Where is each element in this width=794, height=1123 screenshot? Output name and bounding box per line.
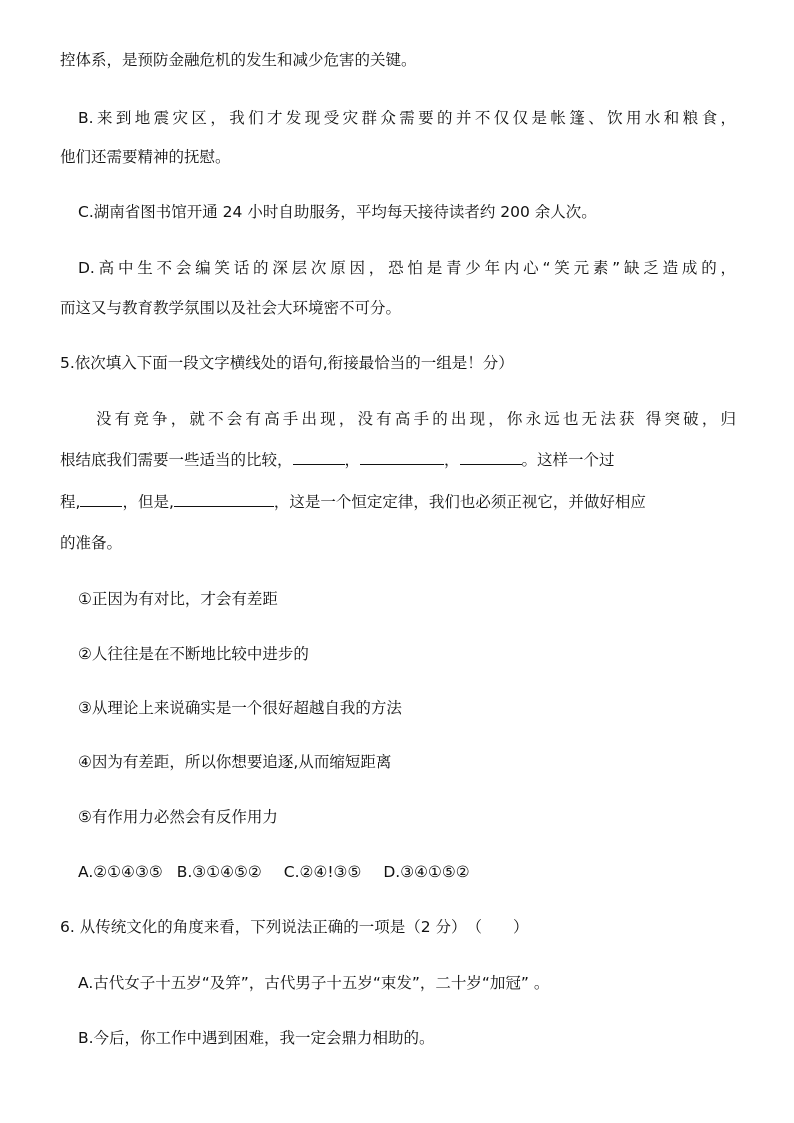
- q5-choice-d: D.③④①⑤②: [383, 863, 470, 881]
- blank-3: [460, 450, 522, 465]
- q5-stem: 5.依次填入下面一段文字横线处的语句,衔接最恰当的一组是！分）: [60, 354, 514, 372]
- prev-option-b-line1: B.来到地震灾区，我们才发现受灾群众需要的并不仅仅是帐篷、饮用水和粮食，: [78, 109, 736, 127]
- prev-option-d-line1: D.高中生不会编笑话的深层次原因，恐怕是青少年内心“笑元素”缺乏造成的，: [78, 259, 736, 277]
- q5-choices: [78, 862, 470, 882]
- q5-sep-2: ，: [444, 451, 460, 469]
- prev-option-d-line2: 而这又与教育教学氛围以及社会大环境密不可分。: [60, 299, 402, 317]
- q5-item-5: ⑤有作用力必然会有反作用力: [78, 808, 278, 826]
- prev-option-b-line2: 他们还需要精神的抚慰。: [60, 148, 231, 166]
- q6-option-b: B.今后，你工作中遇到困难，我一定会鼎力相助的。: [78, 1029, 435, 1047]
- q5-passage-line4: 的准备。: [60, 534, 123, 552]
- q6-stem: 6. 从传统文化的角度来看，下列说法正确的一项是（2 分） （ ）: [60, 918, 529, 936]
- q5-choice-a: A.②①④③⑤: [78, 863, 163, 881]
- prev-option-a-tail: 控体系，是预防金融危机的发生和减少危害的关键。: [60, 51, 417, 69]
- q5-passage-line2-post: 。这样一个过: [521, 451, 615, 469]
- q5-passage-line2: [60, 450, 615, 470]
- blank-1: [293, 450, 345, 465]
- q5-choice-c: C.②④!③⑤: [283, 863, 362, 881]
- blank-5: [174, 492, 274, 507]
- q5-passage-line1: 没有竞争，就不会有高手出现，没有高手的出现，你永远也无法获 得突破，归: [96, 410, 736, 428]
- blank-2: [360, 450, 444, 465]
- blank-4: [80, 492, 122, 507]
- q5-item-2: ②人往往是在不断地比较中进步的: [78, 645, 309, 663]
- q5-passage-line3-post: ，这是一个恒定定律，我们也必须正视它，并做好相应: [273, 493, 646, 511]
- q5-passage-line3: [60, 492, 646, 512]
- q5-passage-line3-pre: 程,: [60, 493, 81, 511]
- prev-option-c: C.湖南省图书馆开通 24 小时自助服务，平均每天接待读者约 200 余人次。: [78, 203, 597, 221]
- q5-passage-line3-mid: ，但是,: [122, 493, 174, 511]
- q5-item-3: ③从理论上来说确实是一个很好超越自我的方法: [78, 699, 402, 717]
- q5-item-1: ①正因为有对比，才会有差距: [78, 590, 278, 608]
- q5-passage-line2-pre: 根结底我们需要一些适当的比较，: [60, 451, 293, 469]
- q6-option-a: A.古代女子十五岁“及笄”，古代男子十五岁“束发”，二十岁“加冠” 。: [78, 974, 550, 992]
- q5-sep-1: ，: [344, 451, 361, 469]
- q5-item-4: ④因为有差距，所以你想要追逐,从而缩短距离: [78, 753, 392, 771]
- q5-choice-b: B.③①④⑤②: [176, 863, 262, 881]
